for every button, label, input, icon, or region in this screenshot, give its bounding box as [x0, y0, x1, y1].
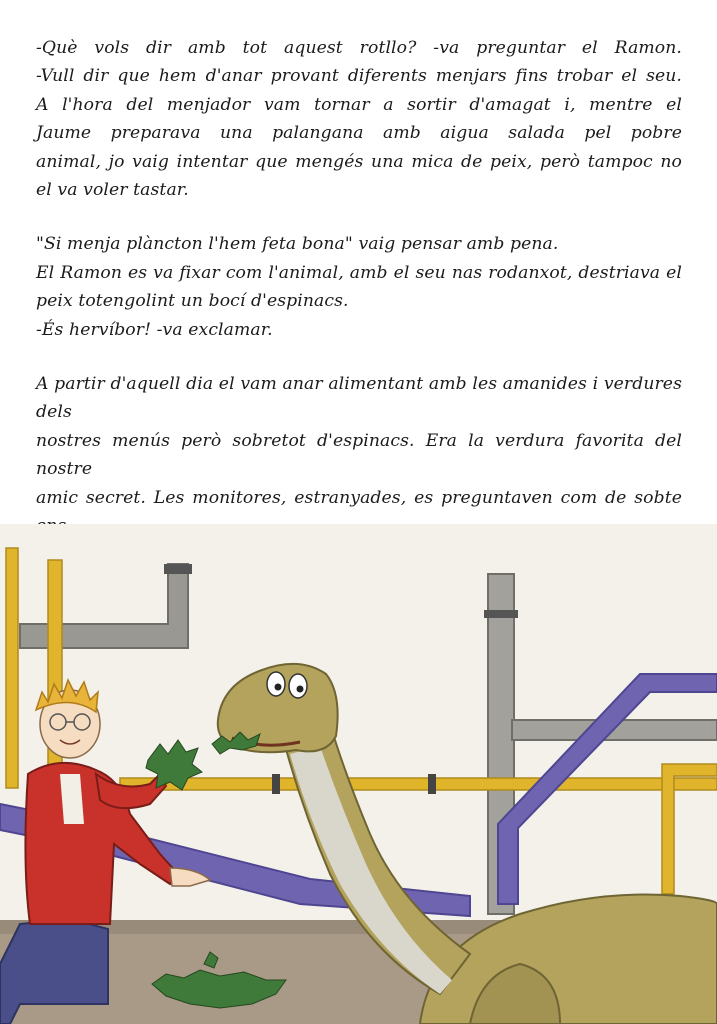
story-paragraph: [36, 230, 682, 344]
yellow-pipe-horizontal: [120, 778, 717, 790]
text-line: -Què vols dir amb tot aquest rotllo? -va preguntar el Ramon.: [36, 38, 682, 58]
yellow-pipe-left: [6, 548, 18, 788]
text-line: peix totengolint un bocí d'espinacs.: [36, 291, 349, 312]
pipe-clamp: [164, 564, 192, 574]
text-line: -És hervíbor! -va exclamar.: [36, 319, 273, 340]
text-line: El Ramon es va fixar com l'animal, amb el seu nas rodanxot, destriava el: [36, 262, 682, 283]
dinosaur-illustration: [0, 524, 717, 1024]
pipe-clamp: [484, 610, 518, 618]
text-line: Jaume preparava una palangana amb aigua salada pel pobre: [36, 123, 682, 144]
text-line: A partir d'aquell dia el vam anar alimentant amb les amanides i verdures dels: [36, 374, 682, 423]
text-line: el va voler tastar.: [36, 180, 189, 201]
text-line: animal, jo vaig intentar que mengés una mica de peix, però tampoc no: [36, 151, 682, 172]
pipe-clamp: [428, 774, 436, 794]
pipe-clamp: [272, 774, 280, 794]
text-line: A l'hora del menjador vam tornar a sortir d'amagat i, mentre el: [36, 94, 682, 115]
text-line: -Vull dir que hem d'anar provant diferents menjars fins trobar el seu.: [36, 66, 682, 87]
boy-shirt: [60, 774, 84, 824]
text-line: amic secret. Les monitores, estranyades, es preguntaven com de sobte: [36, 487, 682, 508]
dinosaur-eye-right: [289, 674, 307, 698]
text-line: "Si menja plàncton l'hem feta bona" vaig pensar amb pena.: [36, 234, 559, 255]
dinosaur-eye-left: [267, 672, 285, 696]
story-paragraph: [36, 34, 682, 204]
text-line: nostres menús però sobretot d'espinacs. Era la verdura favorita del nostre: [36, 430, 682, 480]
